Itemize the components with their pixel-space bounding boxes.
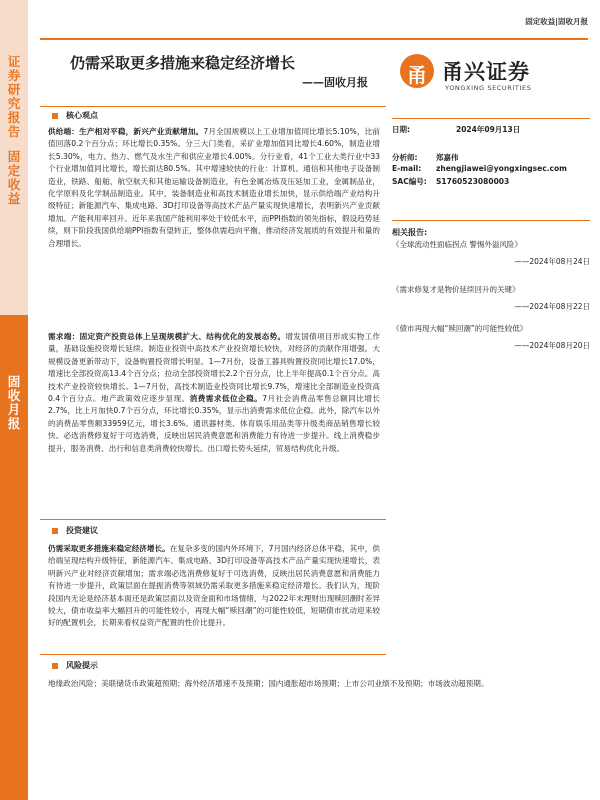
sidebar-bottom-text: 固收月报 bbox=[7, 374, 21, 431]
related-report-3[interactable]: 《债市再现大幅“赎回潮”的可能性较低》 ——2024年08月20日 bbox=[392, 324, 590, 350]
core-paragraph-1: 供给端：生产相对平稳，新兴产业贡献增加。7月全国规模以上工业增加值同比增长5.10%，比前值回落0.2个百分点；环比增长0.35%。分三大门类看，采矿业增加值同比增长4.60%，制造业增长5.30%，电力、热力、燃气及水生产和供应业增长4.00%。分行业看，41个工业大类行业中33个行业增加值同比增长，增长面达80.5%。其中增速较快的行业：计算机、通信和其他电子设备制造业，铁路、船舶、航空航天和其他运输设备制造业，有色金属冶炼及压延加工业，金属制品业，化学原料及化学制品制造业。其中，装备制造业和高技术制造业增长加快，显示供给端产业结构升级特征；新能源汽车、集成电路、3D打印设备等高技术产品产量实现快速增长，表明新兴产业贡献增加。产能利用率回升。近年来我国产能利用率处于较低水平，而PPI指数的领先指标，假设趋势延续，则下阶段我国供给端PPI指数有望转正，整体供需趋向平衡，推动经济发展质的有效提升和量的合理增长。 bbox=[48, 127, 381, 248]
section-invest-heading: 投资建议 bbox=[40, 525, 98, 536]
meta-email: E-mail: zhengjiawei@yongxingsec.com bbox=[392, 164, 567, 173]
invest-paragraph: 仍需采取更多措施来稳定经济增长。在复杂多变的国内外环境下，7月国内经济总体平稳，其中，供给端呈现结构升级特征，新能源汽车、集成电路、3D打印设备等高技术产品产量实现快速增长，表明新兴产业对经济贡献增加；需求端必选消费修复好于可选消费，反映出居民消费意愿和消费能力有待进一步提升，政策层面在提振消费等领域仍需采取更多措施来稳定经济增长。我们认为，现阶段国内无论是经济基本面还是政策层面以及资金面和市场情绪，与2022年末理财出现赎回潮时差异较大，债市收益率大幅回升的可能性较小，再现大幅“赎回潮”的可能性较低，短期债市扰动迎来较好的配置机会，长期来看权益资产配置的性价比提升。 bbox=[48, 544, 381, 628]
section-risk-heading: 风险提示 bbox=[40, 660, 98, 671]
logo-icon: 甬 bbox=[400, 54, 434, 88]
sidebar-mid-text: 固定收益 bbox=[7, 149, 21, 206]
logo-en-name: YONGXING SECURITIES bbox=[445, 84, 532, 92]
bullet-square-icon bbox=[52, 528, 58, 534]
core-paragraph-2: 需求端：固定资产投资总体上呈现规模扩大、结构优化的发展态势。增发国债项目形成实物工作量，基础设施投资增长延续。制造业投资中高技术产业投资增长较快，对经济的贡献作用增强。大规模设备更新带动下，设备购置投资增长明显。1—7月份，设备工器具购置投资同比增长17.0%，增速比全部投资高13.4个百分点；拉动全部投资增长2.2个百分点，比上半年提高0.1个百分点。高技术产业投资较快增长。1—7月份，高技术制造业投资同比增长9.7%，增速比全部制造业投资高0.4个百分点。地产政策效应逐步显现。消费需求低位企稳。7月社会消费品零售总额同比增长2.7%，比上月加快0.7个百分点，环比增长0.35%，显示出消费需求低位企稳。此外，除汽车以外的消费品零售额33959亿元，增长3.6%。通讯器材类、体育娱乐用品类等升级类商品销售增长较快。必选消费修复好于可选消费，反映出居民消费意愿和消费能力有待进一步提升。线上消费稳步提升，服务消费、出行和信息类消费较快增长。出口增长势头延续，贸易结构优化升级。 bbox=[48, 332, 381, 453]
sidebar-orange-block bbox=[0, 315, 28, 800]
meta-analyst: 分析师: 郑嘉伟 bbox=[392, 153, 459, 162]
header-category: 固定收益|固收月报 bbox=[525, 17, 588, 26]
meta-divider bbox=[392, 118, 590, 119]
company-logo bbox=[400, 48, 590, 98]
core-divider bbox=[40, 106, 386, 107]
page-header bbox=[40, 0, 588, 40]
sidebar-top-text: 证券研究报告 bbox=[7, 54, 21, 139]
header-rule bbox=[40, 38, 588, 40]
meta-date: 日期: 2024年09月13日 bbox=[392, 125, 521, 134]
risk-paragraph: 地缘政治风险；美联储货币政策超预期；海外经济增速不及预期；国内通胀超市场预期；上市公司业绩不及预期；市场波动超预期。 bbox=[48, 679, 489, 688]
meta-sac: SAC编号: S1760523080003 bbox=[392, 177, 510, 186]
logo-cn-name: 甬兴证券 bbox=[442, 60, 530, 84]
related-divider bbox=[392, 220, 590, 221]
invest-divider bbox=[40, 519, 386, 520]
page-title: 仍需采取更多措施来稳定经济增长 bbox=[70, 54, 296, 72]
related-report-1[interactable]: 《全球流动性面临拐点 警惕外溢风险》 ——2024年08月24日 bbox=[392, 240, 590, 266]
related-report-2[interactable]: 《需求修复才是物价延续回升的关键》 ——2024年08月22日 bbox=[392, 285, 590, 311]
page-subtitle: ——固收月报 bbox=[302, 76, 368, 89]
bullet-square-icon bbox=[52, 663, 58, 669]
bullet-square-icon bbox=[52, 113, 58, 119]
related-reports-title: 相关报告: bbox=[392, 228, 428, 237]
left-sidebar bbox=[0, 0, 28, 800]
risk-divider bbox=[40, 654, 386, 655]
section-core-heading: 核心观点 bbox=[40, 110, 98, 121]
